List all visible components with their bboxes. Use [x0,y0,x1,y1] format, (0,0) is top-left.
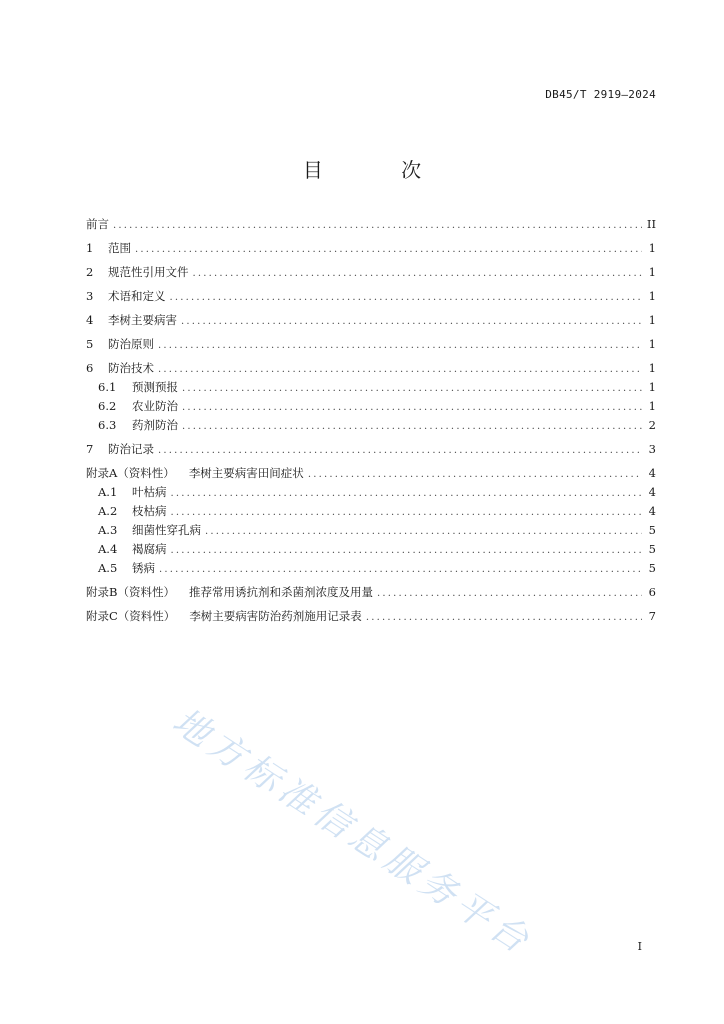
toc-leader-dots [182,402,642,413]
toc-entry-number: 1 [86,241,94,255]
toc-entry-label: 农业防治 [132,399,178,413]
toc-entry-label: 规范性引用文件 [108,265,189,279]
toc-entry[interactable] [86,417,656,436]
toc-entry-label: 李树主要病害田间症状 [188,466,304,480]
toc-leader-dots [171,488,643,499]
toc-entry[interactable] [86,379,656,398]
toc-entry-page: 5 [648,561,656,575]
toc-entry-page: 1 [648,399,656,413]
toc-leader-dots [377,588,642,599]
toc-entry-page: 4 [648,485,656,499]
toc-entry-label: 术语和定义 [108,289,166,303]
toc-entry-label: 前言 [86,217,109,231]
toc-entry-page: 1 [648,337,656,351]
toc-entry-number: 7 [86,442,94,456]
toc-entry[interactable] [86,522,656,541]
document-code: DB45/T 2919—2024 [545,88,656,101]
toc-leader-dots [158,364,642,375]
toc-leader-dots [135,244,642,255]
toc-entry-page: 3 [648,442,656,456]
toc-entry[interactable] [86,240,656,259]
toc-entry-number: 6.3 [98,418,117,432]
toc-leader-dots [170,292,643,303]
toc-entry[interactable] [86,503,656,522]
toc-entry-label: 药剂防治 [132,418,178,432]
toc-leader-dots [171,507,643,518]
toc-entry-page: II [646,217,656,231]
toc-entry-label: 枝枯病 [132,504,167,518]
toc-entry[interactable] [86,465,656,484]
toc-entry[interactable] [86,441,656,460]
toc-leader-dots [171,545,643,556]
toc-leader-dots [193,268,643,279]
toc-entry-page: 5 [648,542,656,556]
toc-entry-page: 6 [648,585,656,599]
toc-entry-label: 叶枯病 [132,485,167,499]
toc-entry-page: 1 [648,361,656,375]
toc-entry[interactable] [86,560,656,579]
toc-entry-label: 褐腐病 [132,542,167,556]
toc-entry[interactable] [86,360,656,379]
toc-entry-page: 2 [648,418,656,432]
toc-entry-label: 预测预报 [132,380,178,394]
toc-entry[interactable] [86,216,656,235]
toc-entry-label: 防治技术 [108,361,154,375]
toc-leader-dots [205,526,642,537]
page-number: I [637,940,642,953]
toc-leader-dots [366,612,642,623]
toc-leader-dots [113,220,642,231]
toc-entry-page: 1 [648,313,656,327]
toc-entry-number: 3 [86,289,94,303]
toc-entry-page: 4 [648,466,656,480]
watermark: 地方标准信息服务平台 [165,700,540,964]
toc-leader-dots [158,340,642,351]
toc-entry-page: 4 [648,504,656,518]
toc-entry-number: A.5 [98,561,118,575]
toc-entry-label: 范围 [108,241,131,255]
page-title: 目 次 [302,158,458,182]
toc-entry[interactable] [86,584,656,603]
toc-entry-page: 1 [648,289,656,303]
toc-entry-label: 防治记录 [108,442,154,456]
toc-leader-dots [158,445,642,456]
toc-entry-number: A.1 [98,485,118,499]
toc-entry[interactable] [86,336,656,355]
toc-entry-number: 4 [86,313,94,327]
toc-entry-number: 6 [86,361,94,375]
toc-entry-label: 防治原则 [108,337,154,351]
toc-entry-number: A.2 [98,504,118,518]
toc-entry-label: 李树主要病害防治药剂施用记录表 [189,609,362,623]
toc-entry[interactable] [86,312,656,331]
toc-leader-dots [182,383,642,394]
toc-entry-number: 附录A（资料性） [86,466,175,480]
toc-entry-label: 推荐常用诱抗剂和杀菌剂浓度及用量 [188,585,373,599]
toc-entry-label: 锈病 [132,561,155,575]
toc-leader-dots [181,316,642,327]
toc-entry-page: 1 [648,241,656,255]
toc-entry-number: A.3 [98,523,118,537]
toc-entry-number: 6.2 [98,399,117,413]
toc-leader-dots [308,469,642,480]
toc-leader-dots [159,564,642,575]
toc-entry-number: 2 [86,265,94,279]
toc-entry-label: 李树主要病害 [108,313,177,327]
toc-entry-page: 7 [648,609,656,623]
table-of-contents [86,216,656,627]
toc-entry-page: 1 [648,265,656,279]
toc-entry[interactable] [86,484,656,503]
toc-entry-number: 6.1 [98,380,117,394]
toc-entry[interactable] [86,541,656,560]
toc-leader-dots [182,421,642,432]
toc-entry[interactable] [86,288,656,307]
toc-entry[interactable] [86,608,656,627]
toc-entry-label: 细菌性穿孔病 [132,523,201,537]
toc-entry-page: 1 [648,380,656,394]
toc-entry[interactable] [86,264,656,283]
toc-entry-number: 附录C（资料性） [86,609,176,623]
toc-entry-number: 5 [86,337,94,351]
toc-entry[interactable] [86,398,656,417]
toc-entry-page: 5 [648,523,656,537]
toc-entry-number: 附录B（资料性） [86,585,175,599]
toc-entry-number: A.4 [98,542,118,556]
